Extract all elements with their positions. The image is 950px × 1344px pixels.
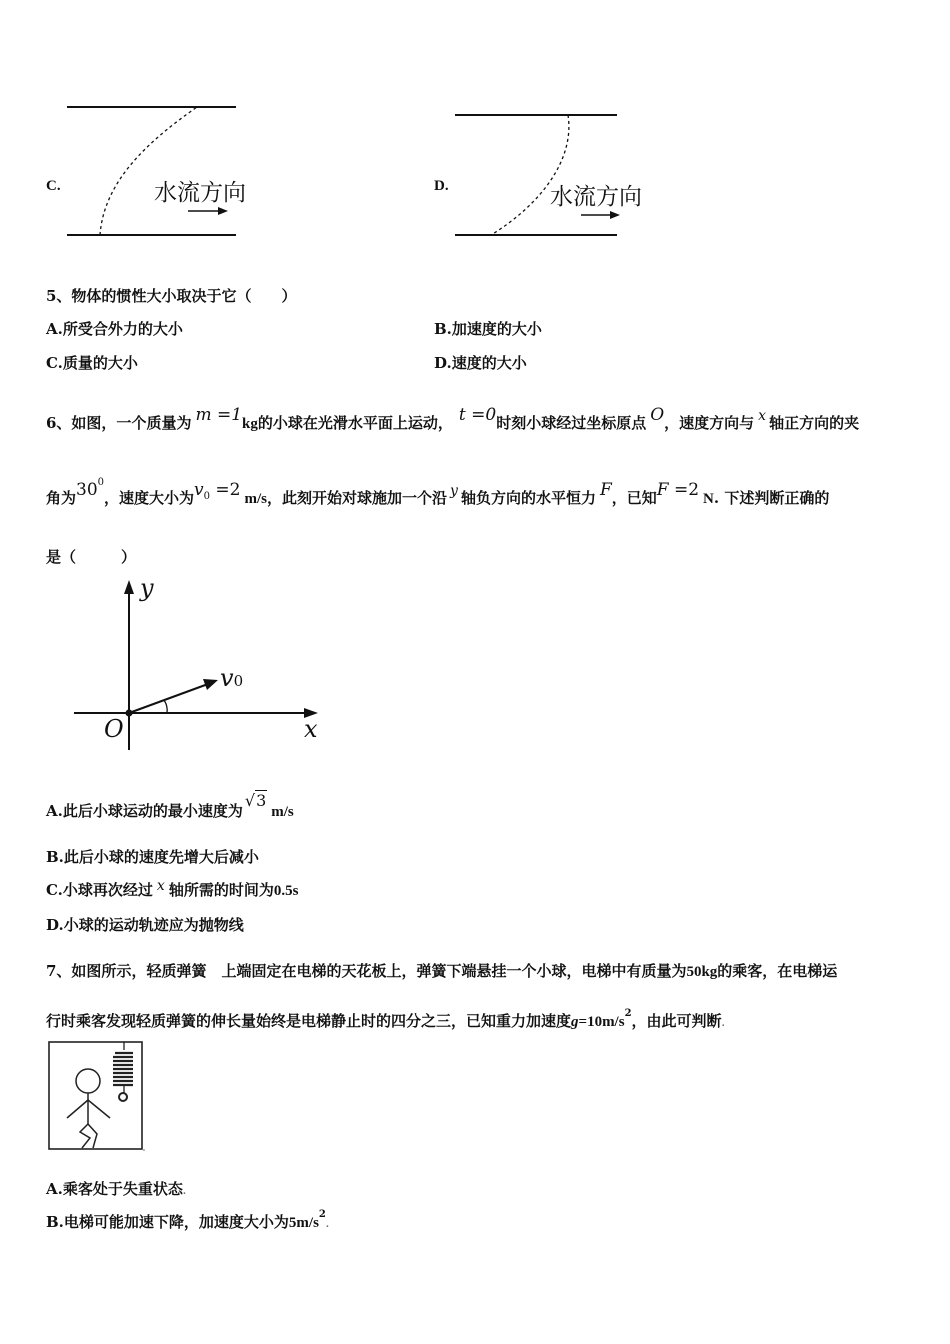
q6-velocity-unit: m/s — [244, 491, 267, 507]
q6-velocity-equation: $v_0 =2$ — [194, 480, 241, 502]
q6-option-b: B.此后小球的速度先增大后减小 — [46, 848, 259, 866]
q7-stem-line-2: 行时乘客发现轻质弹簧的伸长量始终是电梯静止时的四分之三，已知重力加速度$g=10m/s^2$，由此可判断. — [46, 1008, 725, 1030]
q5-option-b: B.加速度的大小 — [434, 320, 542, 338]
flow-direction-label-d: 水流方向 — [550, 184, 642, 210]
q5-option-d: D.速度的大小 — [434, 354, 527, 372]
q6-y-axis-label: y — [140, 574, 154, 602]
q6-origin-symbol: O — [650, 405, 665, 425]
q6-force-unit: N — [703, 491, 714, 507]
q6-l1-t6: 轴正方向的夹 — [769, 414, 860, 432]
q6-option-a-unit: m/s — [271, 804, 294, 820]
q6-sqrt: √3 — [244, 791, 267, 810]
q6-l2-t2: ，速度大小为 — [104, 489, 195, 507]
q6-l1-t3: 的小球在光滑水平面上运动， — [257, 414, 453, 432]
q7-option-a: A.乘客处于失重状态. — [46, 1180, 187, 1198]
q6-velocity-vector-label: v0 — [220, 664, 244, 692]
q6-l2-t4: ，此刻开始对球施加一个沿 — [267, 489, 448, 507]
q6-origin-label: O — [104, 715, 124, 743]
q6-x-symbol: x — [758, 408, 767, 424]
q6-l2-t6: ，已知 — [611, 489, 657, 507]
q6-angle: $30^0$ — [76, 477, 105, 500]
q5-option-c: C.质量的大小 — [46, 354, 138, 372]
q7-mass: 50kg — [686, 964, 718, 980]
q6-option-a-text: A.此后小球运动的最小速度为 — [46, 802, 243, 820]
q7-stem-line-1: 7、如图所示，轻质弹簧 上端固定在电梯的天花板上，弹簧下端悬挂一个小球，电梯中有质量为50kg的乘客，在电梯运 — [46, 962, 838, 980]
q6-mass-equation: m =1 — [195, 405, 243, 425]
q7-g-symbol: g — [571, 1014, 579, 1030]
flow-direction-label-c: 水流方向 — [154, 180, 246, 206]
figure-d-label: D. — [434, 178, 449, 194]
q6-stem-line-3: 是（ ） — [46, 548, 137, 566]
q7-option-b: B.电梯可能加速下降，加速度大小为$5m/s^2$. — [46, 1209, 330, 1231]
q6-force-symbol: F — [599, 480, 612, 500]
q6-l2-t5: 轴负方向的水平恒力 — [460, 489, 596, 507]
q6-option-c: C.小球再次经过 x 轴所需的时间为0.5s — [46, 878, 299, 899]
q6-y-symbol: y — [450, 483, 458, 499]
q6-force-equation: F =2 — [656, 480, 700, 500]
q6-option-c-x: x — [156, 878, 165, 894]
q6-l2-t1: 角为 — [46, 489, 77, 507]
q6-x-axis-label: x — [304, 715, 318, 743]
q6-option-d: D.小球的运动轨迹应为抛物线 — [46, 916, 244, 934]
q6-mass-unit: kg — [242, 416, 258, 432]
q6-l1-t4: 时刻小球经过坐标原点 — [496, 414, 647, 432]
q6-l1-t5: ，速度方向与 — [664, 414, 755, 432]
q6-time-equation: t =0 — [458, 405, 497, 425]
q6-l2-t8: . 下述判断正确的 — [713, 489, 830, 507]
q5-option-a: A.所受合外力的大小 — [46, 320, 183, 338]
q5-stem: 5、物体的惯性大小取决于它（ ） — [46, 287, 297, 305]
q7-g-value: =10m/s — [578, 1014, 625, 1030]
q6-l1-t1: 6、如图，一个质量为 — [46, 414, 192, 432]
figure-c-label: C. — [46, 178, 61, 194]
